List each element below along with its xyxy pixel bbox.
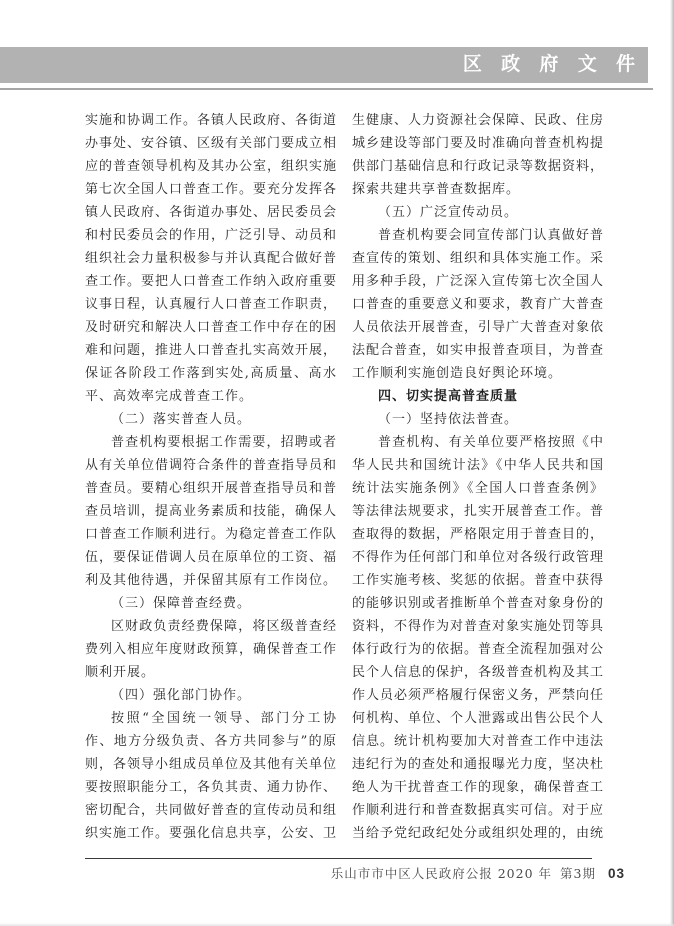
paragraph: 普查机构要根据工作需要，招聘或者从有关单位借调符合条件的普查指导员和普查员。要精心组织开展普查指导员和普查员培训，提高业务素质和技能，确保人口普查工作顺利进行。为稳定普查工作队伍，要保证借调人员在原单位的工资、福利及其他待遇，并保留其原有工作岗位。	[85, 435, 338, 588]
footer-issue: 第3期	[560, 866, 596, 881]
section-heading-4: 四、切实提高普查质量	[378, 389, 519, 404]
paragraph-continuation: 实施和协调工作。各镇人民政府、各街道办事处、安谷镇、区级有关部门要成立相应的普查领导机构及其办公室，组织实施第七次全国人口普查工作。要充分发挥各镇人民政府、各街道办事处、居民委员会和村民委员会的作用，广泛引导、动员和组织社会力量积极参与并认真配合做好普查工作。要把人口普查工作纳入政府重要议事日程，认真履行人口普查工作职责，及时研究和解决人口普查工作中存在的困难和问题，推进人口普查扎实高效开展，保证各阶段工作落到实处,高质量、高水平、高效率完成普查工作。	[85, 113, 338, 404]
header-underline	[0, 88, 653, 90]
header-banner-title: 区 政 府 文 件	[462, 54, 642, 75]
page-edge-shadow-right	[670, 0, 674, 926]
subheading-item1: （一）坚持依法普查。	[378, 412, 519, 427]
paragraph: 普查机构要会同宣传部门认真做好普查宣传的策划、组织和具体实施工作。采用多种手段，广泛深入宣传第七次全国人口普查的重要意义和要求，教育广大普查人员依法开展普查，引导广大普查对象依法配合普查，如实申报普查项目，为普查工作顺利实施创造良好舆论环境。	[352, 228, 605, 381]
footer-rule	[85, 858, 592, 859]
paragraph: 按照“全国统一领导、部门分工协作、地方分级负责、各方共同参与”的原则，各领导小组成员单位及其他有关单位要按照职能分工，各负其责、通力协作、密切配合，共同做好普查的宣传动员和组织实施工作。要强化信息共享，公安、卫	[85, 711, 338, 841]
paragraph: 区财政负责经费保障，将区级普查经费列入相应年度财政预算，确保普查工作顺利开展。	[85, 619, 338, 680]
header-banner	[0, 47, 648, 83]
left-column	[85, 109, 337, 845]
subheading-item2: （二）落实普查人员。	[111, 412, 252, 427]
right-column	[352, 109, 604, 845]
subheading-item5: （五）广泛宣传动员。	[378, 205, 519, 220]
paragraph-continuation: 生健康、人力资源社会保障、民政、住房城乡建设等部门要及时准确向普查机构提供部门基础信息和行政记录等数据资料，探索共建共享普查数据库。	[352, 113, 605, 197]
footer-page-number: 03	[607, 866, 625, 881]
paragraph: 普查机构、有关单位要严格按照《中华人民共和国统计法》《中华人民共和国统计法实施条例》《全国人口普查条例》等法律法规要求，扎实开展普查工作。普查取得的数据，严格限定用于普查目的，不得作为任何部门和单位对各级行政管理工作实施考核、奖惩的依据。普查中获得的能够识别或者推断单个普查对象身份的资料，不得作为对普查对象实施处罚等具体行政行为的依据。普查全流程加强对公民个人信息的保护，各级普查机构及其工作人员必须严格履行保密义务，严禁向任何机构、单位、个人泄露或出售公民个人信息。统计机构要加大对普查工作中违法违纪行为的查处和通报曝光力度，坚决杜绝人为干扰普查工作的现象，确保普查工作顺利进行和普查数据真实可信。对于应当给予党纪政纪处分或组织处理的，由统	[352, 435, 605, 841]
footer	[85, 864, 625, 884]
document-body	[85, 109, 604, 845]
subheading-item3: （三）保障普查经费。	[111, 596, 252, 611]
subheading-item4: （四）强化部门协作。	[111, 688, 252, 703]
footer-journal-title: 乐山市市中区人民政府公报 2020 年	[330, 866, 553, 881]
